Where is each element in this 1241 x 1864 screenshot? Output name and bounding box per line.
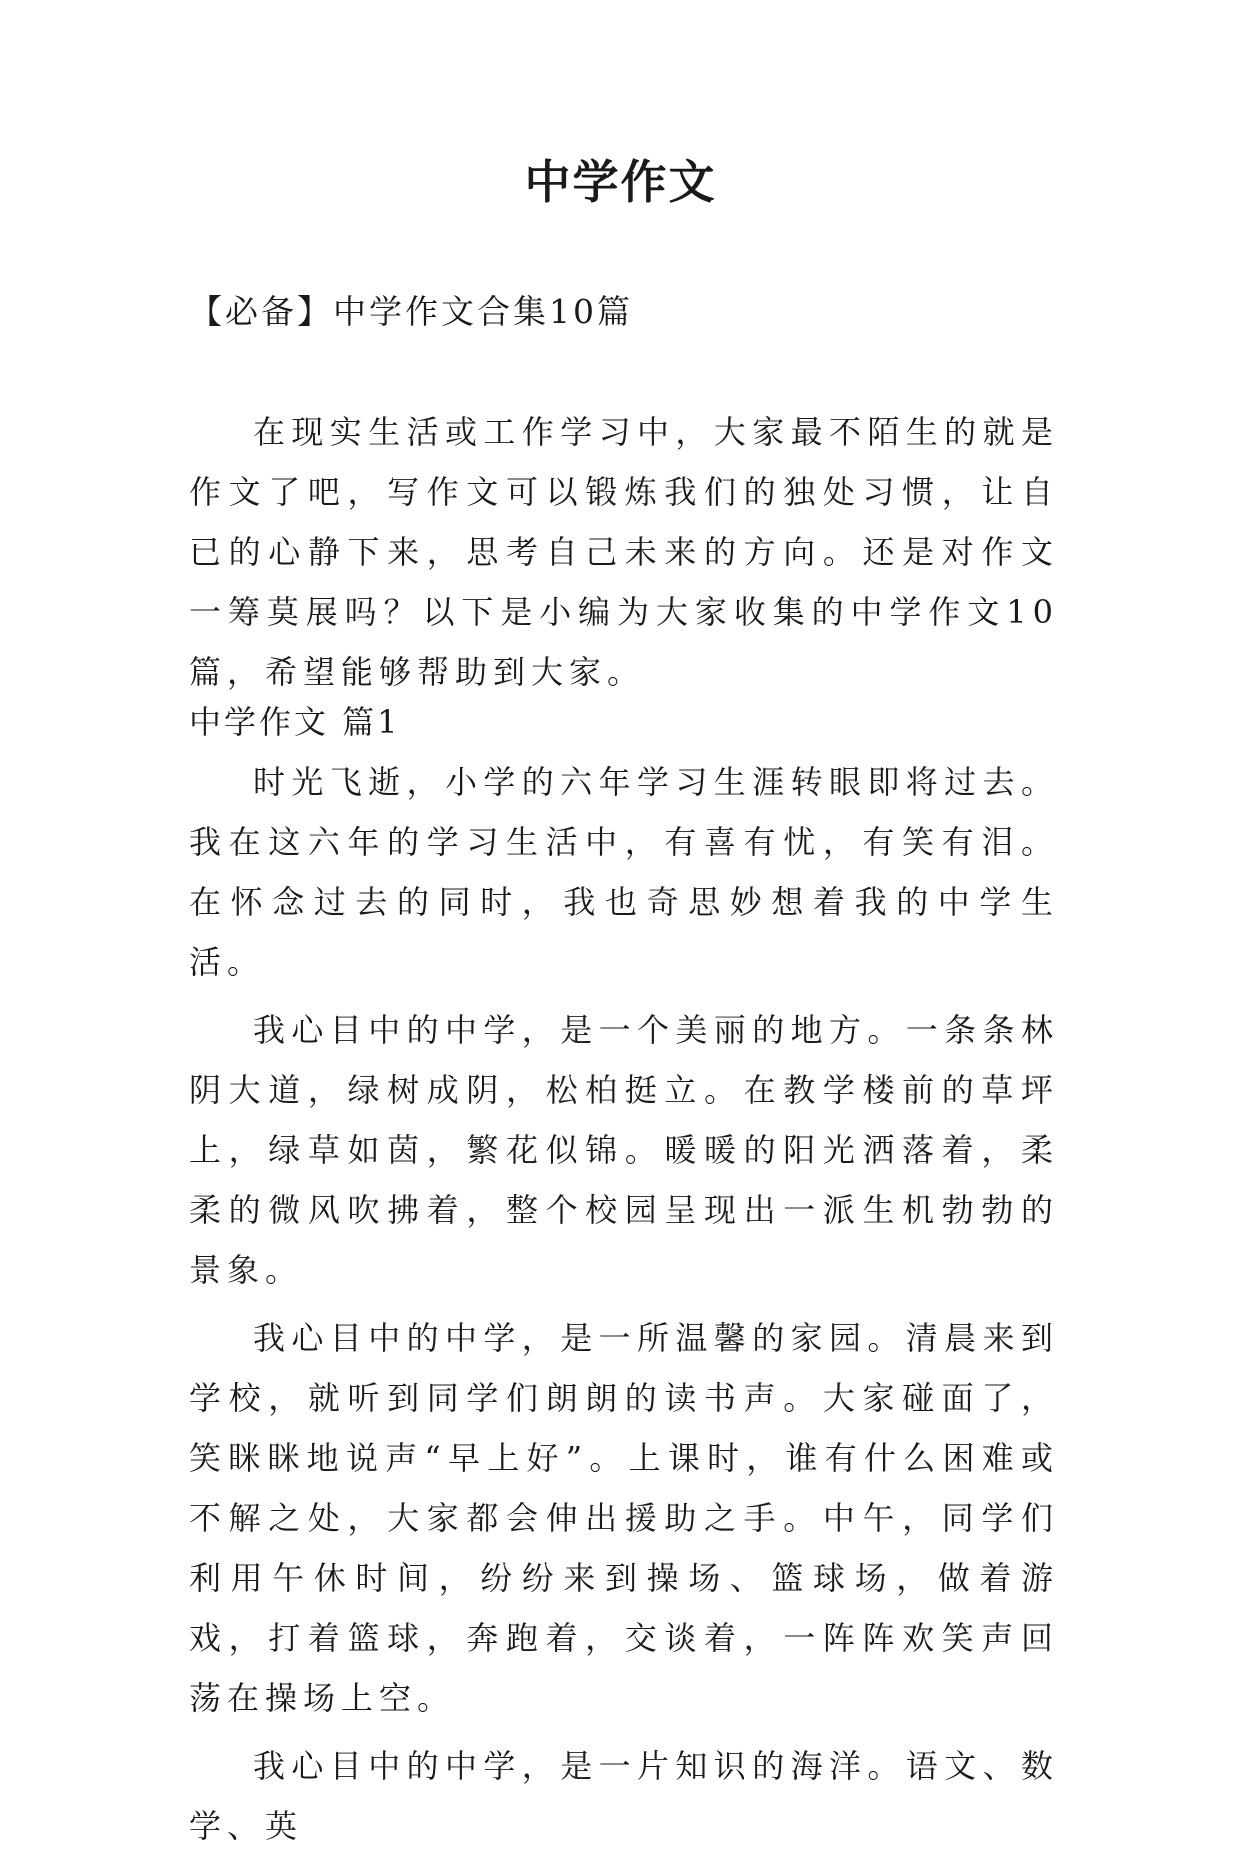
- essay-paragraph: 我心目中的中学，是一个美丽的地方。一条条林阴大道，绿树成阴，松柏挺立。在教学楼前的草坪上，绿草如茵，繁花似锦。暖暖的阳光洒落着，柔柔的微风吹拂着，整个校园呈现出一派生机勃勃的景象。: [189, 1011, 1059, 1289]
- section-heading: 中学作文 篇1: [189, 703, 401, 741]
- document-subtitle: 【必备】中学作文合集10篇: [189, 292, 633, 331]
- intro-paragraph: 在现实生活或工作学习中，大家最不陌生的就是作文了吧，写作文可以锻炼我们的独处习惯，让自已的心静下来，思考自己未来的方向。还是对作文一筹莫展吗？以下是小编为大家收集的中学作文10篇，希望能够帮助到大家。: [189, 413, 1059, 691]
- document-title: 中学作文: [524, 155, 717, 209]
- intro-block: [189, 402, 1059, 702]
- essay-paragraph: 我心目中的中学，是一片知识的海洋。语文、数学、英: [189, 1747, 1059, 1845]
- essay-paragraph: 我心目中的中学，是一所温馨的家园。清晨来到学校，就听到同学们朗朗的读书声。大家碰面了，笑眯眯地说声“早上好”。上课时，谁有什么困难或不解之处，大家都会伸出援助之手。中午，同学们利用午休时间，纷纷来到操场、篮球场，做着游戏，打着篮球，奔跑着，交谈着，一阵阵欢笑声回荡在操场上空。: [189, 1319, 1059, 1717]
- essay-paragraph: 时光飞逝，小学的六年学习生涯转眼即将过去。我在这六年的学习生活中，有喜有忧，有笑有泪。在怀念过去的同时，我也奇思妙想着我的中学生活。: [189, 763, 1059, 981]
- essay-body: [189, 752, 1059, 1864]
